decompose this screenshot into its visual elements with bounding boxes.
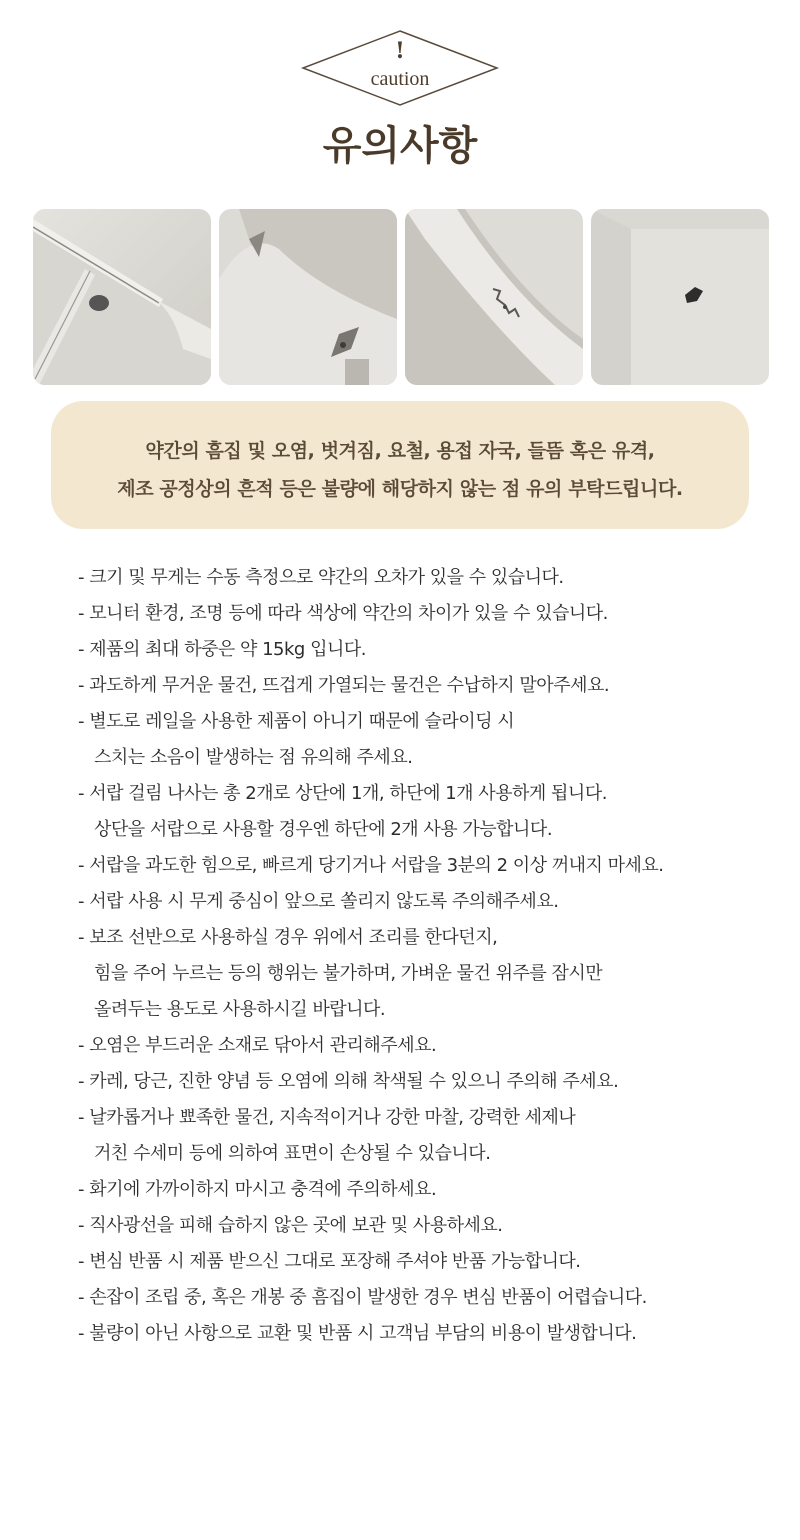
exclamation-mark: ! (395, 38, 405, 64)
caution-item: - 카레, 당근, 진한 양념 등 오염에 의해 착색될 수 있으니 주의해 주세요. (78, 1071, 619, 1092)
defect-photo-4 (591, 209, 769, 385)
caution-item: - 크기 및 무게는 수동 측정으로 약간의 오차가 있을 수 있습니다. (78, 567, 564, 588)
caution-label: caution (370, 68, 430, 90)
notice-box (51, 401, 749, 529)
page-title: 유의사항 (322, 123, 478, 169)
defect-photo-3 (405, 209, 583, 385)
caution-item: - 오염은 부드러운 소재로 닦아서 관리해주세요. (78, 1035, 437, 1056)
caution-item: - 불량이 아닌 사항으로 교환 및 반품 시 고객님 부담의 비용이 발생합니다. (78, 1323, 637, 1344)
caution-item: - 손잡이 조립 중, 혹은 개봉 중 흠집이 발생한 경우 변심 반품이 어렵습니다. (78, 1287, 647, 1308)
caution-item: - 모니터 환경, 조명 등에 따라 색상에 약간의 차이가 있을 수 있습니다. (78, 603, 608, 624)
caution-item: - 서랍을 과도한 힘으로, 빠르게 당기거나 서랍을 3분의 2 이상 꺼내지 마세요. (78, 855, 664, 876)
notice-line: 제조 공정상의 흔적 등은 불량에 해당하지 않는 점 유의 부탁드립니다. (117, 478, 683, 500)
defect-photo-1 (33, 209, 211, 385)
caution-item: - 서랍 사용 시 무게 중심이 앞으로 쏠리지 않도록 주의해주세요. (78, 891, 559, 912)
caution-item: - 변심 반품 시 제품 받으신 그대로 포장해 주셔야 반품 가능합니다. (78, 1251, 581, 1272)
caution-item: - 직사광선을 피해 습하지 않은 곳에 보관 및 사용하세요. (78, 1215, 503, 1236)
caution-item: - 보조 선반으로 사용하실 경우 위에서 조리를 한다던지, 힘을 주어 누르는 등의 행위는 불가하며, 가벼운 물건 위주를 잠시만 올려두는 용도로 사용하시길 바랍니다. (78, 927, 603, 1020)
caution-item: - 제품의 최대 하중은 약 15kg 입니다. (78, 639, 366, 660)
caution-item: - 날카롭거나 뾰족한 물건, 지속적이거나 강한 마찰, 강력한 세제나 거친 수세미 등에 의하여 표면이 손상될 수 있습니다. (78, 1107, 576, 1164)
caution-badge (300, 28, 500, 108)
defect-photo-strip (33, 209, 769, 385)
caution-item: - 별도로 레일을 사용한 제품이 아니기 때문에 슬라이딩 시 스치는 소음이 발생하는 점 유의해 주세요. (78, 711, 515, 768)
defect-photo-2 (219, 209, 397, 385)
caution-list (78, 560, 778, 1352)
notice-line: 약간의 흠집 및 오염, 벗겨짐, 요철, 용접 자국, 들뜸 혹은 유격, (145, 440, 655, 462)
caution-item: - 서랍 걸림 나사는 총 2개로 상단에 1개, 하단에 1개 사용하게 됩니다. 상단을 서랍으로 사용할 경우엔 하단에 2개 사용 가능합니다. (78, 783, 607, 840)
caution-item: - 화기에 가까이하지 마시고 충격에 주의하세요. (78, 1179, 437, 1200)
caution-item: - 과도하게 무거운 물건, 뜨겁게 가열되는 물건은 수납하지 말아주세요. (78, 675, 610, 696)
